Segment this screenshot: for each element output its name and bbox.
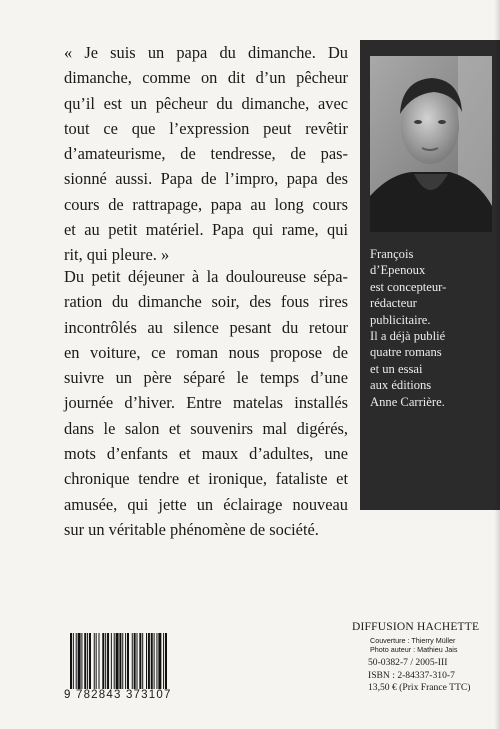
page-edge-shadow xyxy=(494,0,500,729)
summary-line: chronique tendre et ironique, fataliste et xyxy=(64,469,348,489)
bio-line: Anne Carrière. xyxy=(370,394,445,409)
quote-line: et au petit matériel. Papa qui rame, qui xyxy=(64,220,348,240)
cover-credit: Couverture : Thierry Müller xyxy=(370,636,456,645)
quote-line: dimanche, comme on dit d’un pêcheur xyxy=(64,68,348,88)
quote-line: « Je suis un papa du dimanche. Du xyxy=(64,43,348,62)
quote-line: sionné aussi. Papa de l’impro, papa des xyxy=(64,169,348,189)
book-codes xyxy=(368,657,492,695)
barcode-bars xyxy=(70,633,198,689)
ref-code: 50-0382-7 / 2005-III xyxy=(368,657,448,668)
bio-line: et un essai xyxy=(370,361,423,376)
summary-line: mots d’enfants et maux d’adultes, une xyxy=(64,444,348,464)
photo-credit: Photo auteur : Mathieu Jais xyxy=(370,645,458,654)
quote-line: qu’il est un pêcheur du dimanche, avec xyxy=(64,93,348,113)
distribution-label: DIFFUSION HACHETTE xyxy=(352,621,480,633)
bio-line: aux éditions xyxy=(370,378,432,393)
summary-line: Du petit déjeuner à la douloureuse sépa- xyxy=(64,267,348,286)
publisher-info xyxy=(352,621,492,695)
barcode-digits: 9 782843 373107 xyxy=(64,689,172,701)
author-portrait-image xyxy=(370,56,492,232)
summary-line: en voiture, ce roman nous propose de xyxy=(64,342,348,362)
author-photo xyxy=(370,56,492,232)
bio-line: est concepteur- xyxy=(370,279,447,294)
bio-line: rédacteur xyxy=(370,296,417,311)
summary-line: incontrôlés au silence pesant du retour xyxy=(64,317,348,337)
summary-line: ration du dimanche soir, des fous rires xyxy=(64,292,348,312)
bio-line: publicitaire. xyxy=(370,312,431,327)
quote-line: d’amateurisme, de tendresse, de pas- xyxy=(64,144,348,164)
quote-line: cours de rattrapage, papa au long cours xyxy=(64,194,348,214)
summary-block xyxy=(64,264,348,542)
summary-line: suivre un père séparé le temps d’une xyxy=(64,368,348,388)
author-sidebar xyxy=(360,40,500,510)
price: 13,50 € (Prix France TTC) xyxy=(368,682,471,693)
summary-line: dans le salon et souvenirs mal digérés, xyxy=(64,418,348,438)
summary-line: amusée, qui jette un éclairage nouveau xyxy=(64,494,348,514)
quote-line: rit, qui pleure. » xyxy=(64,245,170,265)
isbn: ISBN : 2-84337-310-7 xyxy=(368,669,455,681)
quote-line: tout ce que l’expression peut revêtir xyxy=(64,118,348,138)
author-bio xyxy=(370,246,495,410)
bio-line: François xyxy=(370,247,414,261)
bio-line: quatre romans xyxy=(370,345,442,360)
barcode xyxy=(64,633,204,705)
quote-block xyxy=(64,40,348,268)
summary-line: journée d’hiver. Entre matelas installés xyxy=(64,393,348,413)
bio-line: d’Epenoux xyxy=(370,263,426,278)
bio-line: Il a déjà publié xyxy=(370,329,446,344)
summary-line: sur un véritable phénomène de société. xyxy=(64,519,319,539)
credits xyxy=(370,636,492,654)
